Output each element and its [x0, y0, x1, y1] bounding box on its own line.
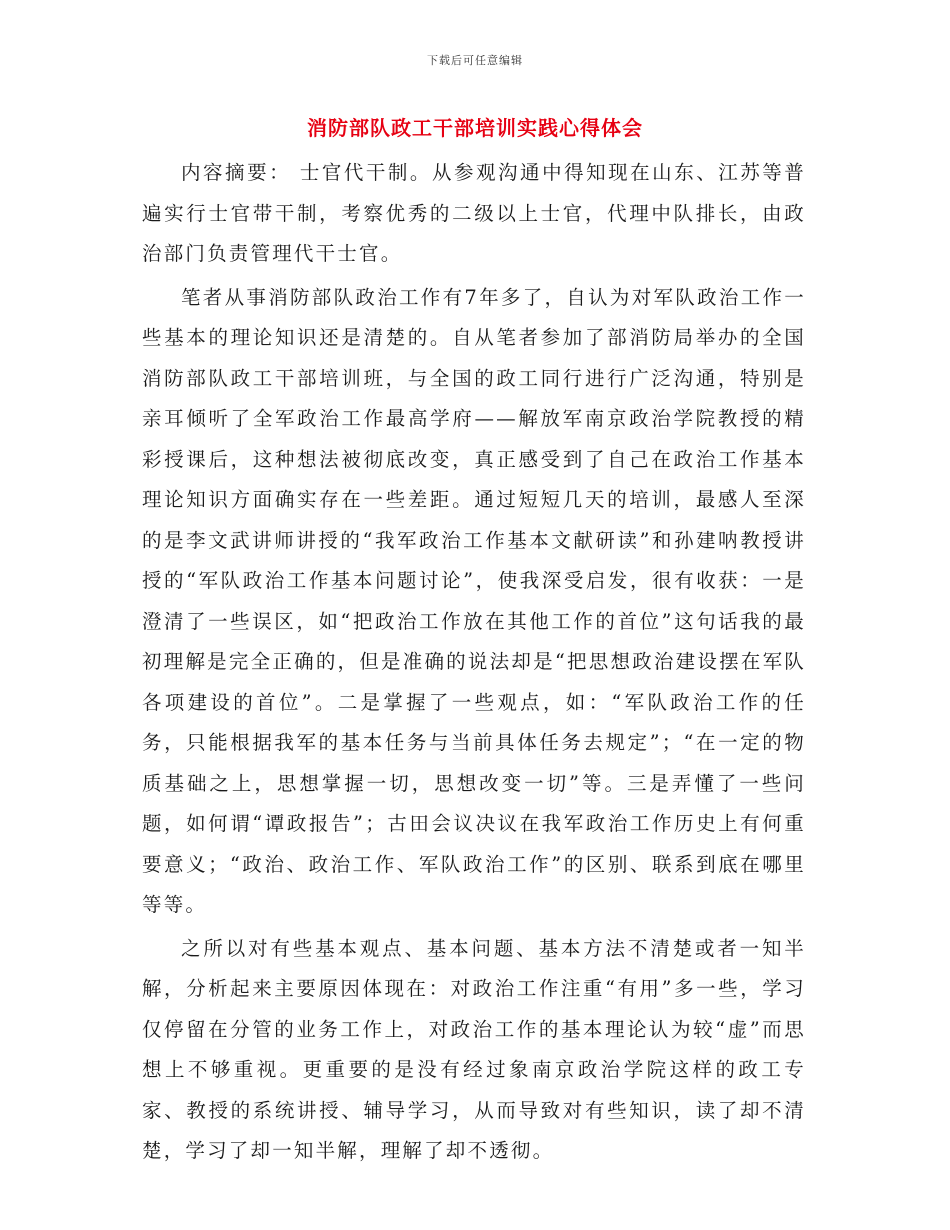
paragraph-abstract: 内容摘要： 士官代干制。从参观沟通中得知现在山东、江苏等普遍实行士官带干制，考察优秀的二级以上士官，代理中队排长，由政治部门负责管理代干士官。: [142, 161, 806, 265]
document-body: [142, 153, 806, 1172]
document-title: 消防部队政工干部培训实践心得体会: [307, 116, 643, 140]
paragraph-training-experience: 笔者从事消防部队政治工作有7年多了，自认为对军队政治工作一些基本的理论知识还是清楚的。自从笔者参加了部消防局举办的全国消防部队政工干部培训班，与全国的政工同行进行广泛沟通，特别是亲耳倾听了全军政治工作最高学府——解放军南京政治学院教授的精彩授课后，这种想法被彻底改变，真正感受到了自己在政治工作基本理论知识方面确实存在一些差距。通过短短几天的培训，最感人至深的是李文武讲师讲授的“我军政治工作基本文献研读”和孙建呐教授讲授的“军队政治工作基本问题讨论”，使我深受启发，很有收获：一是澄清了一些误区，如“把政治工作放在其他工作的首位”这句话我的最初理解是完全正确的，但是准确的说法却是“把思想政治建设摆在军队各项建设的首位”。二是掌握了一些观点，如：“军队政治工作的任务，只能根据我军的基本任务与当前具体任务去规定”；“在一定的物质基础之上，思想掌握一切，思想改变一切”等。三是弄懂了一些问题，如何谓“谭政报告”；古田会议决议在我军政治工作历史上有何重要意义；“政治、政治工作、军队政治工作”的区别、联系到底在哪里等等。: [142, 285, 806, 916]
paragraph-analysis: 之所以对有些基本观点、基本问题、基本方法不清楚或者一知半解，分析起来主要原因体现在：对政治工作注重“有用”多一些，学习仅停留在分管的业务工作上，对政治工作的基本理论认为较“虚”而思想上不够重视。更重要的是没有经过象南京政治学院这样的政工专家、教授的系统讲授、辅导学习，从而导致对有些知识，读了却不清楚，学习了却一知半解，理解了却不透彻。: [142, 936, 806, 1162]
download-note: 下载后可任意编辑: [427, 54, 523, 67]
